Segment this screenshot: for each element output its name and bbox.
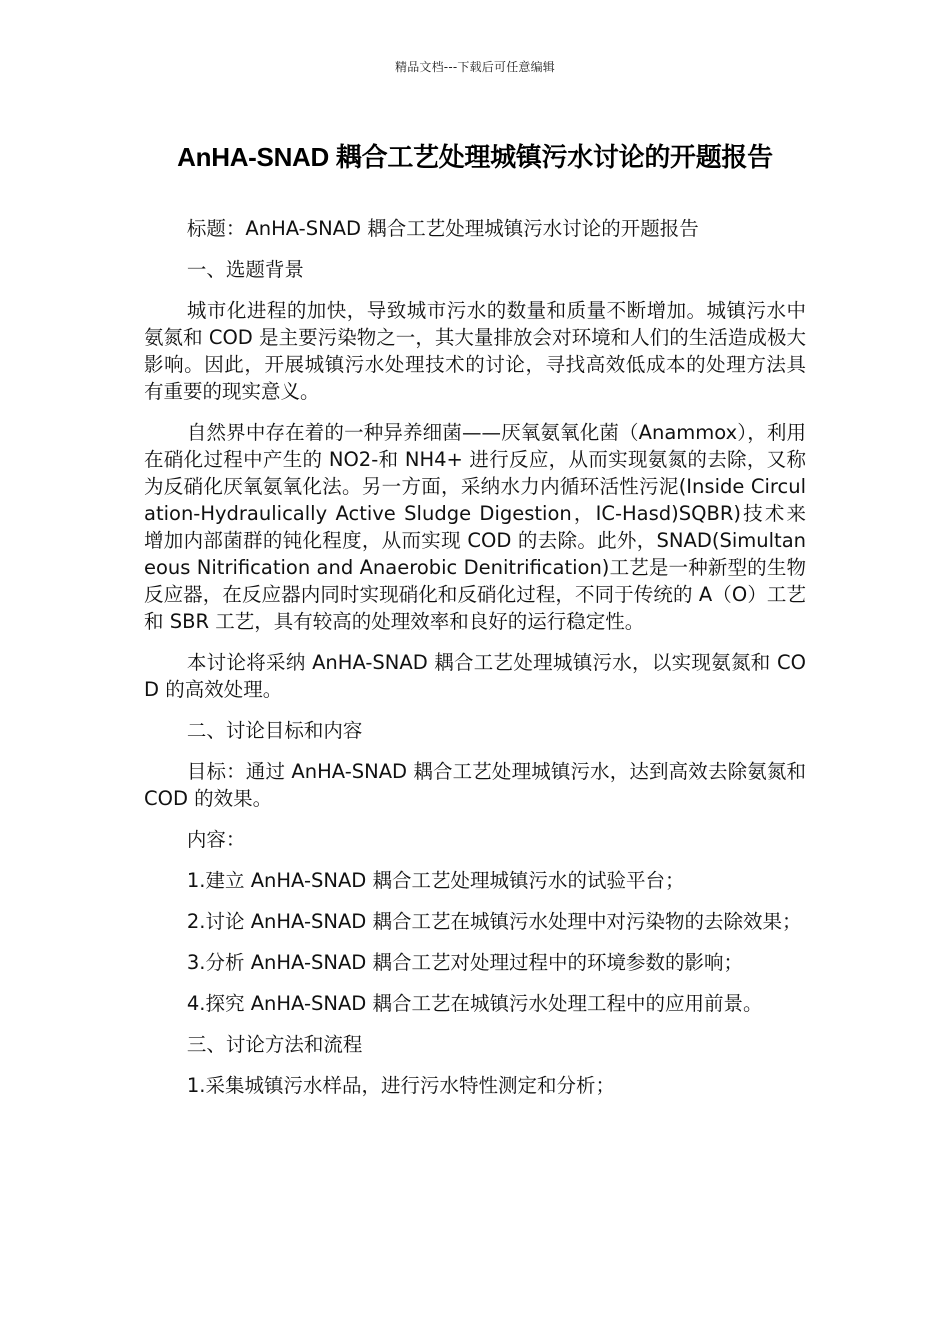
section-heading-goals: 二、讨论目标和内容 [186, 719, 363, 742]
paragraph-subject-line: 标题：AnHA-SNAD 耦合工艺处理城镇污水讨论的开题报告 [186, 217, 699, 240]
section-heading-background: 一、选题背景 [186, 258, 304, 281]
paragraph-background: 城市化进程的加快，导致城市污水的数量和质量不断增加。城镇污水中氨氮和 COD 是主要污染物之一，其大量排放会对环境和人们的生活造成极大影响。因此，开展城镇污水处理技术的讨论，寻找高效低成本的处理方法具有重要的现实意义。 [144, 299, 806, 403]
list-item-content-2: 2.讨论 AnHA-SNAD 耦合工艺在城镇污水处理中对污染物的去除效果； [186, 910, 802, 933]
paragraph-study-plan: 本讨论将采纳 AnHA-SNAD 耦合工艺处理城镇污水，以实现氨氮和 COD 的高效处理。 [144, 651, 806, 701]
document-title: AnHA-SNAD 耦合工艺处理城镇污水讨论的开题报告 [177, 142, 773, 172]
paragraph-content-label: 内容： [186, 828, 246, 851]
list-item-content-3: 3.分析 AnHA-SNAD 耦合工艺对处理过程中的环境参数的影响； [186, 951, 744, 974]
list-item-content-4: 4.探究 AnHA-SNAD 耦合工艺在城镇污水处理工程中的应用前景。 [186, 992, 763, 1015]
section-heading-methods: 三、讨论方法和流程 [186, 1033, 363, 1056]
document-body [144, 215, 806, 1113]
header-note: 精品文档---下载后可任意编辑 [395, 60, 555, 74]
paragraph-anammox: 自然界中存在着的一种异养细菌——厌氧氨氧化菌（Anammox），利用在硝化过程中产生的 NO2-和 NH4+ 进行反应，从而实现氨氮的去除，又称为反硝化厌氧氨氧化法。另一方面，采纳水力内循环活性污泥(Inside Circulation-Hydraulically Active Sludge Digestion，IC-Hasd)SQBR)技术来增加内部菌群的钝化程度，从而实现 COD 的去除。此外，SNAD(Simultaneous Nitrification and Anaerobic Denitrification)工艺是一种新型的生物反应器，在反应器内同时实现硝化和反硝化过程，不同于传统的 A（O）工艺和 SBR 工艺，具有较高的处理效率和良好的运行稳定性。 [144, 421, 806, 633]
paragraph-goal: 目标：通过 AnHA-SNAD 耦合工艺处理城镇污水，达到高效去除氨氮和 COD 的效果。 [144, 760, 806, 810]
list-item-method-1: 1.采集城镇污水样品，进行污水特性测定和分析； [186, 1074, 615, 1097]
list-item-content-1: 1.建立 AnHA-SNAD 耦合工艺处理城镇污水的试验平台； [186, 869, 685, 892]
